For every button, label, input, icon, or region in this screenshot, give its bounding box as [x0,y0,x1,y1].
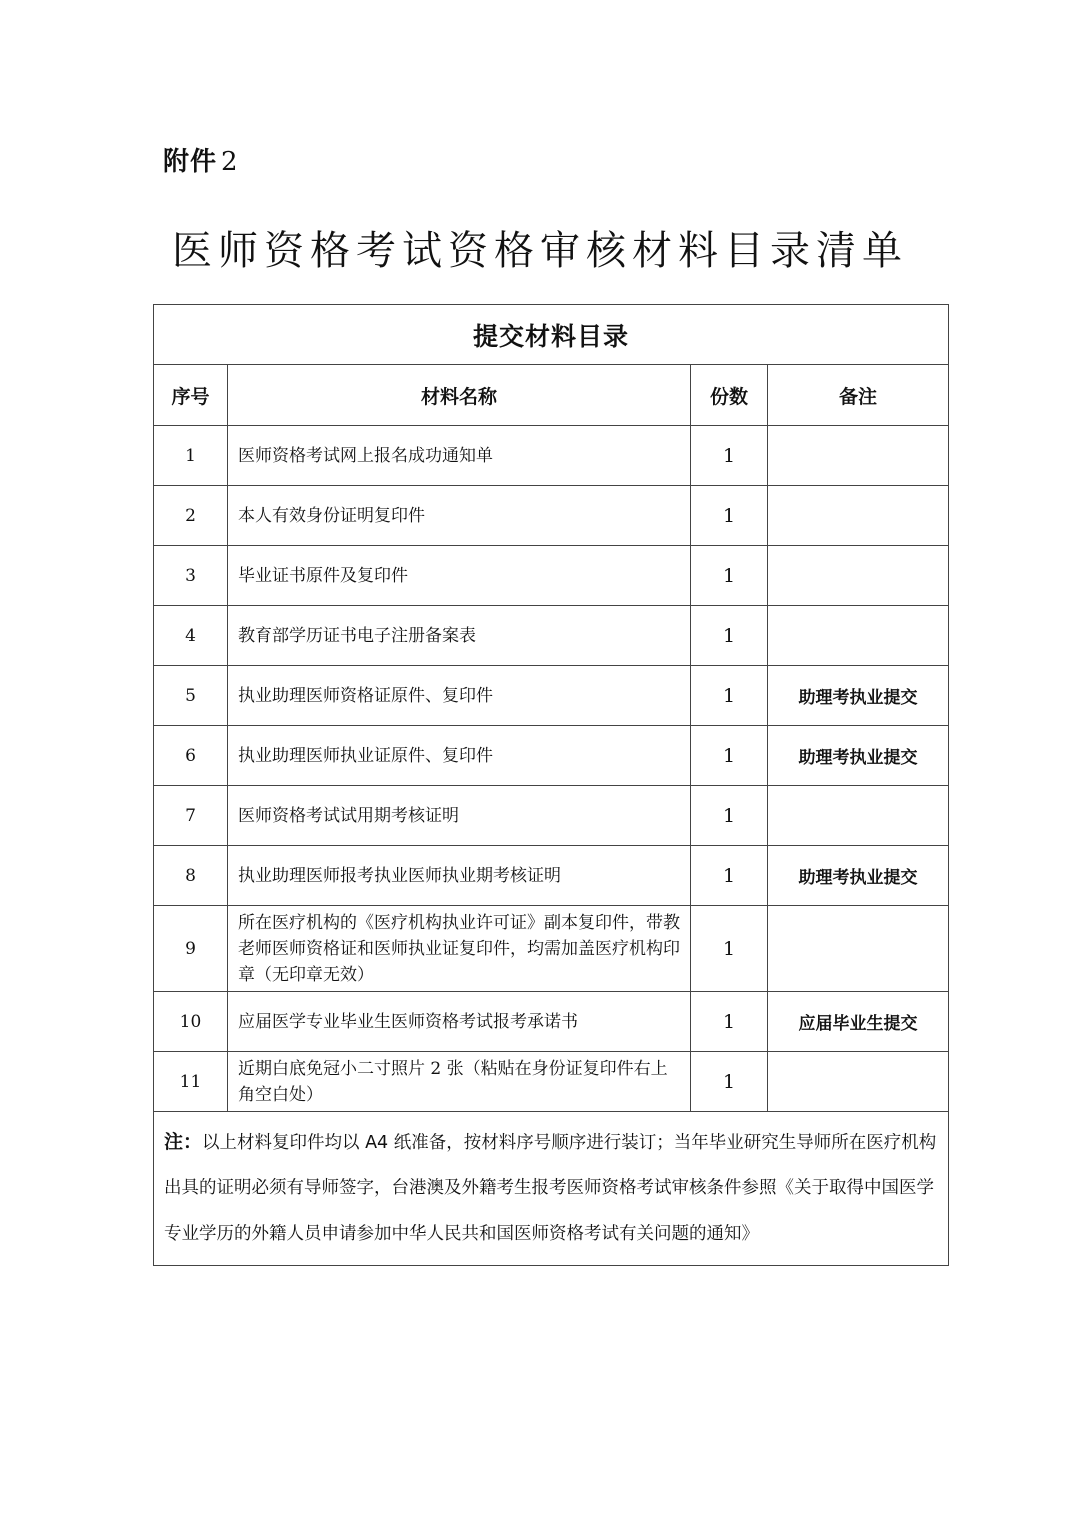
row-number: 8 [154,846,228,906]
row-note [768,1052,949,1112]
table-caption: 提交材料目录 [154,305,949,365]
row-note [768,426,949,486]
row-number: 9 [154,906,228,992]
table-caption-row [154,305,949,365]
row-number: 5 [154,666,228,726]
table-row [154,992,949,1052]
row-count: 1 [691,1052,768,1112]
table-header-row [154,365,949,426]
row-note [768,486,949,546]
row-note: 助理考执业提交 [768,726,949,786]
materials-table [153,304,949,1266]
row-note [768,786,949,846]
table-row [154,846,949,906]
row-material-name: 执业助理医师资格证原件、复印件 [228,666,691,726]
row-count: 1 [691,666,768,726]
row-number: 3 [154,546,228,606]
table-row [154,726,949,786]
row-number: 2 [154,486,228,546]
row-note: 助理考执业提交 [768,846,949,906]
row-material-name: 所在医疗机构的《医疗机构执业许可证》副本复印件，带教老师医师资格证和医师执业证复印件，均需加盖医疗机构印章（无印章无效） [228,906,691,992]
row-count: 1 [691,846,768,906]
attachment-number: 2 [221,147,239,177]
footnote-row [154,1112,949,1266]
attachment-label-text: 附件 [163,147,218,177]
row-count: 1 [691,786,768,846]
table-row [154,1052,949,1112]
row-number: 11 [154,1052,228,1112]
header-no: 序号 [154,365,228,426]
row-material-name: 医师资格考试试用期考核证明 [228,786,691,846]
row-note: 助理考执业提交 [768,666,949,726]
row-number: 10 [154,992,228,1052]
table-row [154,906,949,992]
table-row [154,786,949,846]
row-number: 4 [154,606,228,666]
row-material-name: 执业助理医师报考执业医师执业期考核证明 [228,846,691,906]
row-material-name: 应届医学专业毕业生医师资格考试报考承诺书 [228,992,691,1052]
row-note: 应届毕业生提交 [768,992,949,1052]
attachment-label [163,141,239,178]
row-material-name: 执业助理医师执业证原件、复印件 [228,726,691,786]
row-count: 1 [691,486,768,546]
header-note: 备注 [768,365,949,426]
footnote-text: 以上材料复印件均以 A4 纸准备，按材料序号顺序进行装订；当年毕业研究生导师所在医疗机构出具的证明必须有导师签字，台港澳及外籍考生报考医师资格考试审核条件参照《关于取得中国医学专业学历的外籍人员申请参加中华人民共和国医师资格考试有关问题的通知》 [164,1132,937,1244]
row-count: 1 [691,546,768,606]
row-count: 1 [691,906,768,992]
footnote-label: 注： [164,1130,203,1153]
header-name: 材料名称 [228,365,691,426]
row-material-name: 医师资格考试网上报名成功通知单 [228,426,691,486]
row-number: 1 [154,426,228,486]
row-material-name: 毕业证书原件及复印件 [228,546,691,606]
row-note [768,906,949,992]
table-body [154,426,949,1112]
header-count: 份数 [691,365,768,426]
row-count: 1 [691,426,768,486]
row-note [768,606,949,666]
row-material-name: 教育部学历证书电子注册备案表 [228,606,691,666]
row-material-name: 近期白底免冠小二寸照片 2 张（粘贴在身份证复印件右上角空白处） [228,1052,691,1112]
table-row [154,546,949,606]
row-count: 1 [691,726,768,786]
footnote [154,1112,949,1266]
row-note [768,546,949,606]
row-count: 1 [691,606,768,666]
table-row [154,426,949,486]
row-number: 7 [154,786,228,846]
row-material-name: 本人有效身份证明复印件 [228,486,691,546]
row-number: 6 [154,726,228,786]
table-row [154,486,949,546]
document-title: 医师资格考试资格审核材料目录清单 [172,227,908,274]
row-count: 1 [691,992,768,1052]
table-row [154,666,949,726]
table-row [154,606,949,666]
